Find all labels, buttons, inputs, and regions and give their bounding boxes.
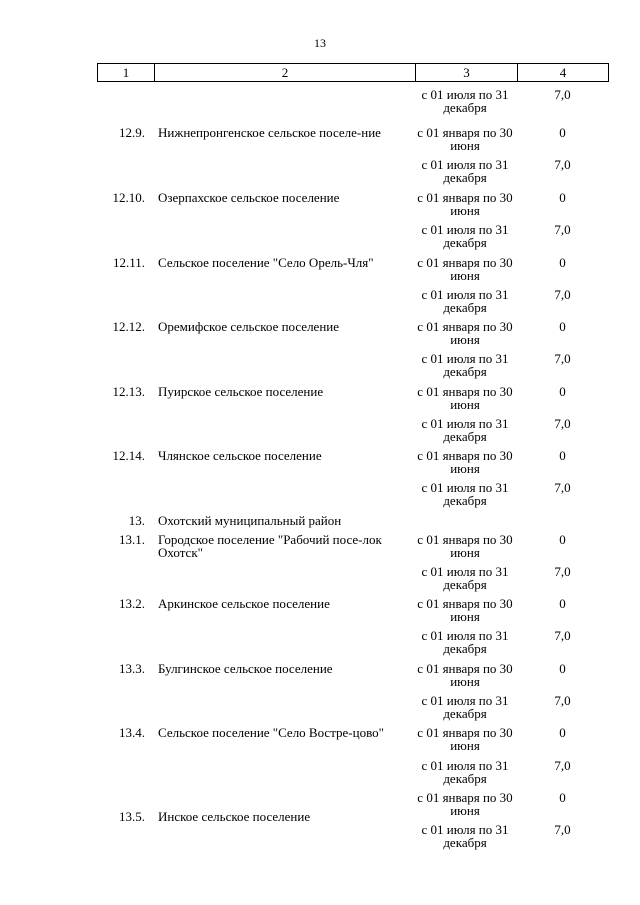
row-value: 7,0 — [554, 480, 571, 495]
row-name: Городское поселение "Рабочий посе-лок Охотск" — [158, 532, 382, 560]
row-period: с 01 июля по 31 декабря — [421, 822, 509, 850]
table-header — [97, 63, 609, 82]
row-value: 0 — [559, 532, 566, 547]
row-value: 7,0 — [554, 287, 571, 302]
row-number: 13.4. — [119, 725, 145, 740]
page-number: 13 — [314, 36, 326, 50]
row-period: с 01 июля по 31 декабря — [421, 693, 509, 721]
row-period: с 01 января по 30 июня — [417, 596, 513, 624]
row-value: 0 — [559, 661, 566, 676]
row-number: 12.13. — [112, 384, 145, 399]
row-period: с 01 июля по 31 декабря — [421, 480, 509, 508]
row-value: 7,0 — [554, 416, 571, 431]
row-name: Члянское сельское поселение — [158, 448, 322, 463]
row-name: Нижнепронгенское сельское поселе-ние — [158, 125, 381, 140]
row-name: Аркинское сельское поселение — [158, 596, 330, 611]
row-period: с 01 января по 30 июня — [417, 190, 513, 218]
row-value: 7,0 — [554, 693, 571, 708]
row-value: 0 — [559, 596, 566, 611]
row-value: 7,0 — [554, 758, 571, 773]
row-period: с 01 января по 30 июня — [417, 532, 513, 560]
row-period: с 01 июля по 31 декабря — [421, 87, 509, 115]
row-value: 7,0 — [554, 351, 571, 366]
row-name: Охотский муниципальный район — [158, 513, 342, 528]
row-value: 0 — [559, 125, 566, 140]
row-period: с 01 января по 30 июня — [417, 319, 513, 347]
row-number: 13.5. — [119, 809, 145, 824]
row-value: 0 — [559, 384, 566, 399]
row-period: с 01 января по 30 июня — [417, 384, 513, 412]
row-value: 0 — [559, 255, 566, 270]
row-name: Пуирское сельское поселение — [158, 384, 324, 399]
header-col-name: 2 — [154, 64, 415, 81]
row-number: 13.3. — [119, 661, 145, 676]
row-name: Сельское поселение "Село Орель-Чля" — [158, 255, 374, 270]
row-value: 0 — [559, 790, 566, 805]
row-period: с 01 января по 30 июня — [417, 125, 513, 153]
row-period: с 01 января по 30 июня — [417, 725, 513, 753]
header-col-value: 4 — [517, 64, 608, 81]
row-value: 7,0 — [554, 157, 571, 172]
row-value: 0 — [559, 319, 566, 334]
row-name: Инское сельское поселение — [158, 809, 311, 824]
row-number: 12.10. — [112, 190, 145, 205]
row-value: 7,0 — [554, 87, 571, 102]
row-period: с 01 июля по 31 декабря — [421, 416, 509, 444]
row-period: с 01 июля по 31 декабря — [421, 758, 509, 786]
row-number: 13.2. — [119, 596, 145, 611]
row-number: 12.14. — [112, 448, 145, 463]
row-number: 13. — [128, 513, 145, 528]
row-name: Булгинское сельское поселение — [158, 661, 333, 676]
row-value: 0 — [559, 725, 566, 740]
row-period: с 01 января по 30 июня — [417, 448, 513, 476]
row-value: 0 — [559, 448, 566, 463]
row-number: 12.11. — [112, 255, 145, 270]
row-number: 12.12. — [112, 319, 145, 334]
row-period: с 01 июля по 31 декабря — [421, 628, 509, 656]
row-name: Оремифское сельское поселение — [158, 319, 340, 334]
row-period: с 01 января по 30 июня — [417, 661, 513, 689]
row-period: с 01 июля по 31 декабря — [421, 351, 509, 379]
row-value: 7,0 — [554, 564, 571, 579]
row-period: с 01 июля по 31 декабря — [421, 222, 509, 250]
row-number: 13.1. — [119, 532, 145, 547]
row-name: Озерпахское сельское поселение — [158, 190, 340, 205]
row-number: 12.9. — [119, 125, 145, 140]
row-value: 7,0 — [554, 822, 571, 837]
row-period: с 01 июля по 31 декабря — [421, 287, 509, 315]
header-col-number: 1 — [122, 65, 130, 80]
row-period: с 01 июля по 31 декабря — [421, 157, 509, 185]
row-period: с 01 января по 30 июня — [417, 790, 513, 818]
row-value: 0 — [559, 190, 566, 205]
row-value: 7,0 — [554, 628, 571, 643]
row-period: с 01 июля по 31 декабря — [421, 564, 509, 592]
row-name: Сельское поселение "Село Востре-цово" — [158, 725, 384, 740]
header-col-period: 3 — [415, 64, 517, 81]
row-period: с 01 января по 30 июня — [417, 255, 513, 283]
row-value: 7,0 — [554, 222, 571, 237]
